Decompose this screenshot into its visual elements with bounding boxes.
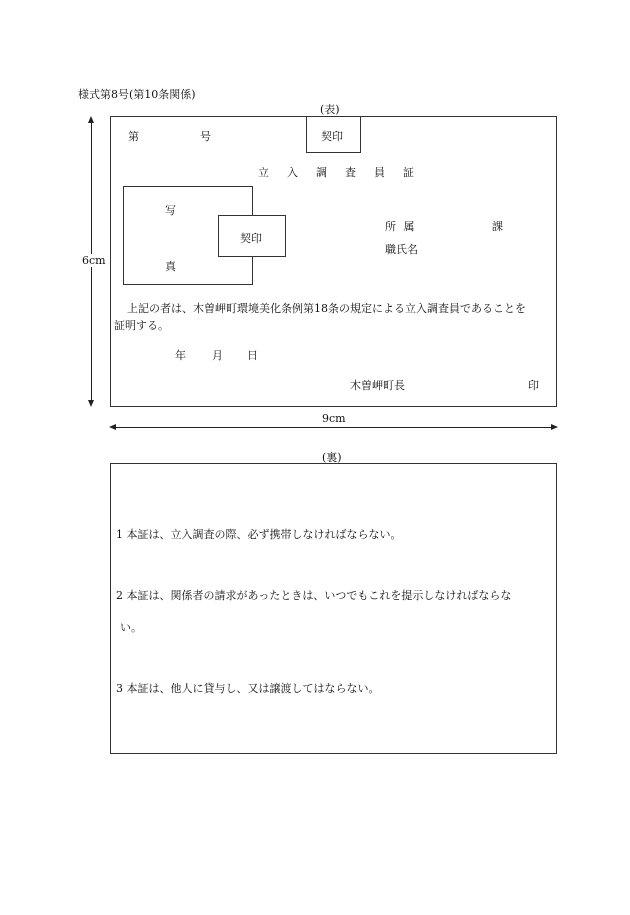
- photo-label-bottom: 真: [165, 260, 176, 273]
- seal-photo-label: 契印: [240, 232, 262, 245]
- statement-line2: 証明する。: [114, 319, 169, 332]
- back-item-1: 1 本証は、立入調査の際、必ず携帯しなければならない。: [116, 528, 402, 541]
- section-label: 課: [492, 220, 503, 233]
- back-item-2-cont: い。: [120, 621, 142, 634]
- height-dimension-label: 6cm: [82, 254, 106, 267]
- arrow-right-icon: [551, 424, 558, 430]
- width-dimension-label: 9cm: [322, 412, 346, 425]
- back-card: [110, 463, 557, 754]
- number-prefix: 第: [128, 130, 139, 143]
- arrow-left-icon: [109, 424, 116, 430]
- issuer: 木曽岬町長: [350, 379, 405, 392]
- back-item-2: 2 本証は、関係者の請求があったときは、いつでもこれを提示しなければならな: [116, 589, 512, 602]
- date-day: 日: [247, 349, 258, 362]
- back-item-3: 3 本証は、他人に貸与し、又は譲渡してはならない。: [116, 682, 380, 695]
- front-heading: (表): [320, 103, 340, 116]
- stamp-mark: 印: [528, 379, 539, 392]
- arrow-up-icon: [88, 116, 94, 123]
- date-month: 月: [212, 349, 223, 362]
- back-heading: (裏): [322, 451, 342, 464]
- form-title: 様式第8号(第10条関係): [78, 88, 196, 101]
- card-title: 立入調査員証: [258, 166, 432, 179]
- photo-label-top: 写: [165, 204, 176, 217]
- job-name-label: 職氏名: [385, 243, 418, 256]
- date-year: 年: [175, 349, 186, 362]
- statement-line1: 上記の者は、木曽岬町環境美化条例第18条の規定による立入調査員であることを: [127, 302, 526, 315]
- seal-top-label: 契印: [321, 130, 343, 143]
- affiliation-label: 所 属: [385, 220, 417, 233]
- number-suffix: 号: [200, 130, 211, 143]
- arrow-down-icon: [88, 400, 94, 407]
- width-dimension-line: [113, 427, 554, 428]
